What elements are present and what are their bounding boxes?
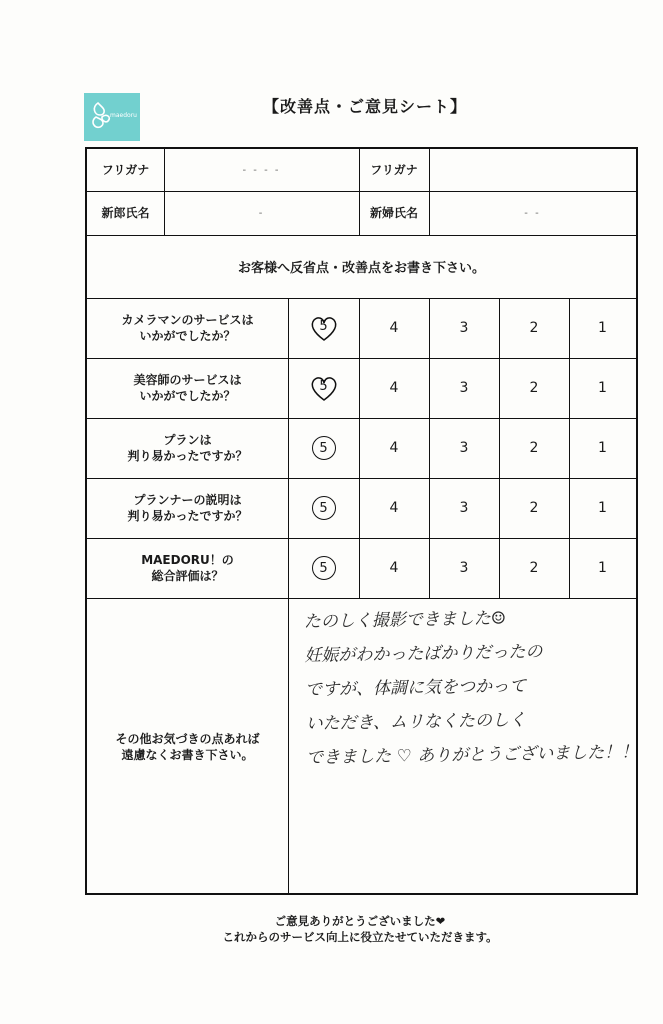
bride-name-field[interactable]: - - <box>524 207 541 219</box>
rating-option-5[interactable] <box>288 538 359 598</box>
circled-rating-value: 5 <box>312 556 336 580</box>
rating-option-4[interactable] <box>359 418 429 478</box>
rating-value: 5 <box>319 379 328 394</box>
page-title: 【改善点・ご意見シート】 <box>262 97 467 116</box>
bride-furigana-field[interactable] <box>429 149 636 191</box>
question-label <box>87 298 288 358</box>
comment-textarea[interactable] <box>304 599 663 775</box>
maedoru-logo <box>84 93 140 141</box>
rating-option-4[interactable] <box>359 298 429 358</box>
rating-value: 5 <box>319 319 328 334</box>
circled-rating-value: 5 <box>312 436 336 460</box>
question-line2: いかがでしたか？ <box>139 389 236 403</box>
footer-line2: これからのサービス向上に役立たせていただきます。 <box>222 930 498 944</box>
other-comments-label-line2: 遠慮なくお書き下さい。 <box>121 747 254 762</box>
instruction-text: お客様へ反省点・改善点をお書き下さい。 <box>237 261 485 276</box>
circled-rating-value: 5 <box>312 496 336 520</box>
footer-message <box>200 913 520 945</box>
feedback-form <box>85 147 638 895</box>
rating-value: 1 <box>598 500 607 516</box>
question-line2: 判り易かったですか？ <box>127 449 248 463</box>
rating-option-2[interactable] <box>499 538 569 598</box>
rating-value: 1 <box>598 320 607 336</box>
rating-option-2[interactable] <box>499 298 569 358</box>
groom-furigana-label: フリガナ <box>101 163 150 177</box>
comment-line: 妊娠がわかったばかりだったの <box>304 641 543 667</box>
footer-line1: ご意見ありがとうございました❤ <box>274 914 446 928</box>
rating-value: 1 <box>598 560 607 576</box>
rating-option-3[interactable] <box>429 358 499 418</box>
rating-value: 3 <box>459 560 469 576</box>
groom-furigana-field[interactable]: - - - - <box>242 164 281 176</box>
question-line1: MAEDORU！の <box>141 553 234 567</box>
rating-value: 2 <box>529 560 539 576</box>
rating-value: 3 <box>459 440 469 456</box>
rating-option-1[interactable] <box>569 538 636 598</box>
rating-option-4[interactable] <box>359 538 429 598</box>
heart-mark-icon <box>309 313 339 343</box>
question-label <box>87 538 288 598</box>
rating-value: 2 <box>529 380 539 396</box>
rating-option-3[interactable] <box>429 478 499 538</box>
rating-option-1[interactable] <box>569 358 636 418</box>
rating-value: 2 <box>529 440 539 456</box>
rating-option-2[interactable] <box>499 358 569 418</box>
rating-value: 4 <box>389 440 399 456</box>
rating-option-3[interactable] <box>429 418 499 478</box>
rating-option-2[interactable] <box>499 478 569 538</box>
question-line1: 美容師のサービスは <box>133 373 242 387</box>
comment-line: できました ♡ ありがとうございました！！ <box>306 742 639 769</box>
rating-value: 3 <box>459 320 469 336</box>
rating-option-1[interactable] <box>569 418 636 478</box>
rating-option-3[interactable] <box>429 538 499 598</box>
heart-mark-icon <box>309 373 339 403</box>
comment-line: たのしく撮影できました☺ <box>303 608 507 633</box>
groom-name-field[interactable]: - <box>258 207 265 219</box>
question-label <box>87 358 288 418</box>
bride-furigana-label: フリガナ <box>370 163 418 177</box>
rating-option-4[interactable] <box>359 478 429 538</box>
rating-value: 4 <box>389 380 399 396</box>
rating-option-4[interactable] <box>359 358 429 418</box>
other-comments-label-line1: その他お気づきの点あれば <box>115 731 260 746</box>
question-line1: プランは <box>163 433 212 447</box>
other-comments-label <box>87 598 288 895</box>
rating-option-5[interactable] <box>288 358 359 418</box>
rating-option-3[interactable] <box>429 298 499 358</box>
rating-option-5[interactable] <box>288 298 359 358</box>
comment-line: ですが、体調に気をつかって <box>304 676 527 701</box>
rating-value: 2 <box>529 320 539 336</box>
rating-option-1[interactable] <box>569 478 636 538</box>
groom-name-label: 新郎氏名 <box>101 206 150 220</box>
rating-option-1[interactable] <box>569 298 636 358</box>
rating-value: 4 <box>389 320 399 336</box>
rating-value: 4 <box>389 500 399 516</box>
rating-value: 1 <box>598 440 607 456</box>
comment-line: いただき、ムリなくたのしく <box>305 710 527 735</box>
rating-value: 4 <box>389 560 399 576</box>
question-line1: カメラマンのサービスは <box>121 313 254 327</box>
question-label <box>87 478 288 538</box>
rating-value: 3 <box>459 380 469 396</box>
rating-option-5[interactable] <box>288 418 359 478</box>
rating-value: 2 <box>529 500 539 516</box>
rating-value: 1 <box>598 380 607 396</box>
rating-option-2[interactable] <box>499 418 569 478</box>
rating-value: 3 <box>459 500 469 516</box>
question-label <box>87 418 288 478</box>
question-line2: 総合評価は？ <box>151 569 224 583</box>
rating-option-5[interactable] <box>288 478 359 538</box>
question-line2: 判り易かったですか？ <box>127 509 248 523</box>
question-line2: いかがでしたか？ <box>139 329 236 343</box>
logo-wordmark: maedoru <box>110 112 137 119</box>
bride-name-label: 新婦氏名 <box>369 206 418 220</box>
question-line1: プランナーの説明は <box>133 493 242 507</box>
